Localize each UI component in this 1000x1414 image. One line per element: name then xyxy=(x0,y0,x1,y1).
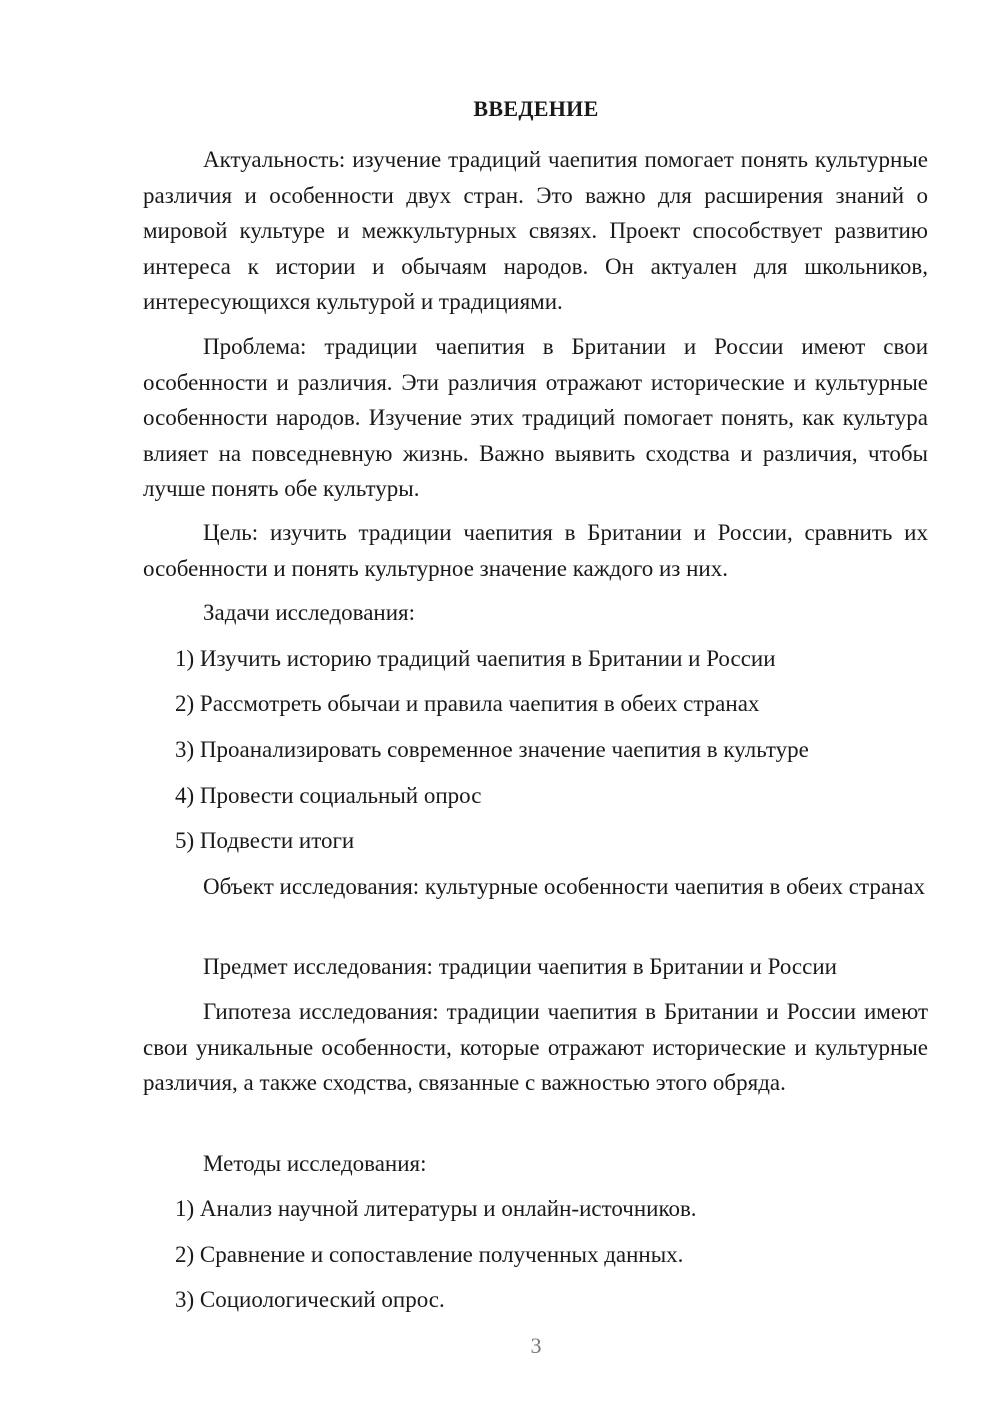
paragraph-object: Объект исследования: культурные особенности чаепития в обеих странах xyxy=(203,874,926,899)
paragraph-goal: Цель: изучить традиции чаепития в Британии и России, сравнить их особенности и понять культурное значение каждого из них. xyxy=(143,520,928,581)
page-number: 3 xyxy=(530,1333,542,1358)
paragraph-subject: Предмет исследования: традиции чаепития в Британии и России xyxy=(203,954,837,979)
task-item-3: 3) Проанализировать современное значение чаепития в культуре xyxy=(175,737,809,762)
methods-title: Методы исследования: xyxy=(203,1151,427,1176)
method-item-1: 1) Анализ научной литературы и онлайн-источников. xyxy=(175,1196,697,1221)
task-item-4: 4) Провести социальный опрос xyxy=(175,783,482,808)
paragraph-hypothesis: Гипотеза исследования: традиции чаепития в Британии и России имеют свои уникальные особенности, которые отражают исторические и культурные различия, а также сходства, связанные с важностью этого обряда. xyxy=(143,999,928,1095)
task-item-2: 2) Рассмотреть обычаи и правила чаепития в обеих странах xyxy=(175,691,760,716)
paragraph-problem: Проблема: традиции чаепития в Британии и России имеют свои особенности и различия. Эти различия отражают исторические и культурные особенности народов. Изучение этих традиций помогает понять, как культура влияет на повседневную жизнь. Важно выявить сходства и различия, чтобы лучше понять обе культуры. xyxy=(143,334,928,501)
method-item-2: 2) Сравнение и сопоставление полученных данных. xyxy=(175,1242,684,1267)
method-item-3: 3) Социологический опрос. xyxy=(175,1287,445,1312)
page-heading: ВВЕДЕНИЕ xyxy=(473,96,599,121)
task-item-5: 5) Подвести итоги xyxy=(175,828,355,853)
task-item-1: 1) Изучить историю традиций чаепития в Британии и России xyxy=(175,646,776,671)
paragraph-relevance: Актуальность: изучение традиций чаепития помогает понять культурные различия и особенности двух стран. Это важно для расширения знаний о мировой культуре и межкультурных связях. Проект способствует развитию интереса к истории и обычаям народов. Он актуален для школьников, интересующихся культурой и традициями. xyxy=(143,147,928,314)
tasks-title: Задачи исследования: xyxy=(203,600,416,625)
